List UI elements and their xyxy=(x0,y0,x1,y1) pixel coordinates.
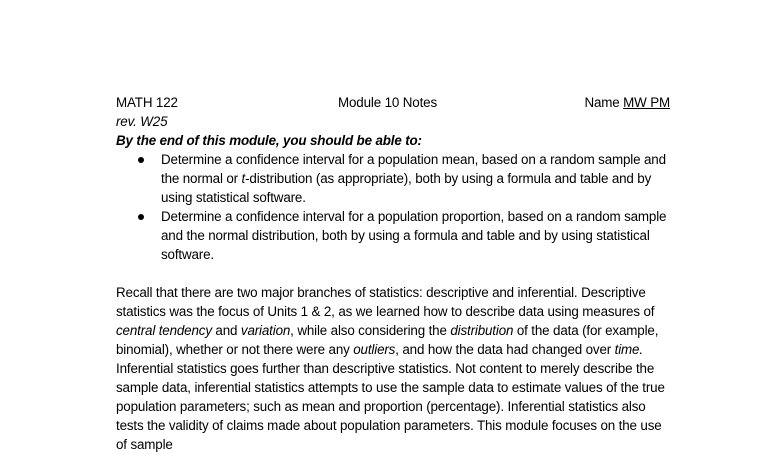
objective-text: -distribution (as appropriate), both by using a formula and table and by using statistical software. xyxy=(161,171,652,205)
objective-item xyxy=(116,207,670,264)
intro-paragraph xyxy=(116,283,670,454)
objectives-list xyxy=(116,150,670,264)
paragraph-text: Inferential statistics goes further than descriptive statistics. Not content to merely describe the sample data, inferential statistics attempts to use the sample data to estimate values of the true population parameters; such as mean and proportion (percentage). Inferential statistics also tests the validity of claims made about population parameters. This module focuses on the use of sample xyxy=(116,361,665,452)
objective-item xyxy=(116,150,670,207)
module-title: Module 10 Notes xyxy=(338,95,437,110)
name-value: MW PM xyxy=(623,95,670,110)
paragraph-text: of the data (for example, binomial), whether or not there were any xyxy=(116,323,659,357)
paragraph-text: , and how the data had changed over xyxy=(395,342,615,357)
bullet-icon xyxy=(138,214,144,220)
paragraph-text-italic: outliers xyxy=(353,342,396,357)
paragraph-text-italic: distribution xyxy=(450,323,514,338)
paragraph-text-italic: central tendency xyxy=(116,323,212,338)
revision-note: rev. W25 xyxy=(116,114,168,129)
name-label: Name xyxy=(584,95,620,110)
name-field xyxy=(584,93,670,112)
paragraph-text: , while also considering the xyxy=(290,323,451,338)
paragraph-spacer xyxy=(116,264,670,283)
objective-text-italic: t xyxy=(241,171,246,186)
paragraph-text: Recall that there are two major branches of statistics: descriptive and inferential. Descriptive statistics was the focus of Units 1 & 2, as we learned how to describe data using measures of xyxy=(116,285,655,319)
course-code: MATH 122 xyxy=(116,95,178,110)
paragraph-text: and xyxy=(211,323,241,338)
document-body xyxy=(116,93,670,454)
paragraph-text-italic: variation xyxy=(240,323,291,338)
document-header xyxy=(116,93,670,112)
objective-text: Determine a confidence interval for a population proportion, based on a random sample and the normal distribution, both by using a formula and table and by using statistical software. xyxy=(161,209,667,262)
bullet-icon xyxy=(138,157,144,163)
objective-text: Determine a confidence interval for a population mean, based on a random sample and the normal or xyxy=(161,152,666,186)
paragraph-text-italic: time. xyxy=(614,342,643,357)
objectives-heading: By the end of this module, you should be able to: xyxy=(116,133,422,148)
